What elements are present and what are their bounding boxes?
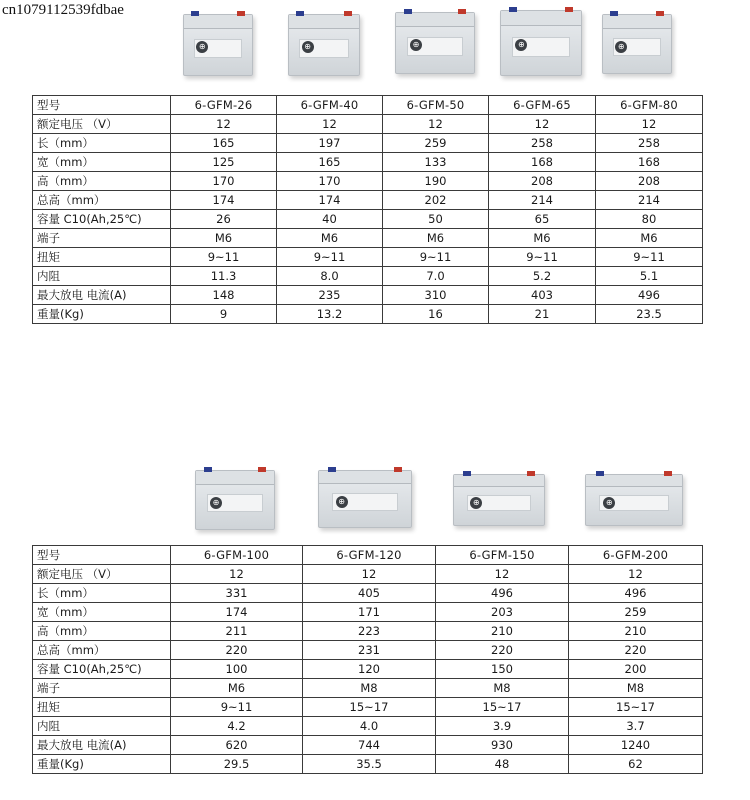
table-row [33,115,703,134]
value-cell: 4.2 [171,717,303,736]
value-cell: 15~17 [303,698,436,717]
table-row [33,717,703,736]
value-cell: 258 [596,134,703,153]
spec-table-1 [32,95,703,324]
value-cell: 21 [489,305,596,324]
value-cell: 5.2 [489,267,596,286]
parameter-name-cell: 内阻 [33,717,171,736]
parameter-name-cell: 宽（mm） [33,153,171,172]
battery-image: ⊕ [453,474,545,526]
value-cell: 259 [383,134,489,153]
battery-image: ⊕ [195,470,275,530]
table-row [33,603,703,622]
value-cell: 1240 [569,736,703,755]
table-row [33,305,703,324]
parameter-name-cell: 重量(Kg) [33,305,171,324]
value-cell: 214 [489,191,596,210]
value-cell: 9~11 [171,698,303,717]
value-cell: 190 [383,172,489,191]
value-cell: 168 [596,153,703,172]
table-row [33,286,703,305]
value-cell: 174 [171,191,277,210]
table-row [33,267,703,286]
value-cell: 208 [489,172,596,191]
value-cell: 174 [277,191,383,210]
value-cell: 496 [436,584,569,603]
value-cell: 9~11 [596,248,703,267]
parameter-name-cell: 总高（mm） [33,191,171,210]
battery-image: ⊕ [183,14,253,76]
table-row [33,229,703,248]
model-name-cell: 6-GFM-80 [596,96,703,115]
value-cell: 174 [171,603,303,622]
value-cell: 235 [277,286,383,305]
table-header-row [33,96,703,115]
value-cell: 12 [383,115,489,134]
model-name-cell: 6-GFM-100 [171,546,303,565]
value-cell: 12 [171,115,277,134]
table-row [33,755,703,774]
battery-image: ⊕ [500,10,582,76]
value-cell: 231 [303,641,436,660]
parameter-name-cell: 内阻 [33,267,171,286]
value-cell: 9~11 [277,248,383,267]
value-cell: 15~17 [436,698,569,717]
value-cell: M6 [171,679,303,698]
model-label-cell: 型号 [33,96,171,115]
parameter-name-cell: 容量 C10(Ah,25℃) [33,660,171,679]
value-cell: 12 [171,565,303,584]
value-cell: 405 [303,584,436,603]
table-row [33,679,703,698]
parameter-name-cell: 长（mm） [33,584,171,603]
value-cell: M6 [596,229,703,248]
model-label-cell: 型号 [33,546,171,565]
value-cell: 310 [383,286,489,305]
value-cell: M6 [171,229,277,248]
value-cell: 620 [171,736,303,755]
value-cell: 148 [171,286,277,305]
value-cell: 331 [171,584,303,603]
table-header-row [33,546,703,565]
value-cell: 120 [303,660,436,679]
value-cell: 3.7 [569,717,703,736]
table-row [33,641,703,660]
value-cell: 3.9 [436,717,569,736]
value-cell: 125 [171,153,277,172]
value-cell: 496 [569,584,703,603]
value-cell: 208 [596,172,703,191]
parameter-name-cell: 扭矩 [33,698,171,717]
battery-image: ⊕ [395,12,475,74]
parameter-name-cell: 总高（mm） [33,641,171,660]
value-cell: 200 [569,660,703,679]
table-row [33,565,703,584]
parameter-name-cell: 最大放电 电流(A) [33,736,171,755]
table-row [33,698,703,717]
model-name-cell: 6-GFM-200 [569,546,703,565]
value-cell: 211 [171,622,303,641]
value-cell: 29.5 [171,755,303,774]
table-row [33,248,703,267]
value-cell: 9~11 [489,248,596,267]
spec-table-2 [32,545,703,774]
value-cell: 7.0 [383,267,489,286]
value-cell: 16 [383,305,489,324]
table-row [33,172,703,191]
value-cell: 48 [436,755,569,774]
table-row [33,622,703,641]
value-cell: 50 [383,210,489,229]
parameter-name-cell: 最大放电 电流(A) [33,286,171,305]
value-cell: 171 [303,603,436,622]
watermark-text: cn1079112539fdbae [2,2,124,18]
value-cell: M6 [489,229,596,248]
value-cell: M6 [277,229,383,248]
model-name-cell: 6-GFM-65 [489,96,596,115]
value-cell: 15~17 [569,698,703,717]
table-row [33,660,703,679]
value-cell: 210 [569,622,703,641]
value-cell: 170 [171,172,277,191]
parameter-name-cell: 扭矩 [33,248,171,267]
table-row [33,191,703,210]
parameter-name-cell: 容量 C10(Ah,25℃) [33,210,171,229]
value-cell: 170 [277,172,383,191]
value-cell: 214 [596,191,703,210]
value-cell: 35.5 [303,755,436,774]
value-cell: 197 [277,134,383,153]
table-row [33,584,703,603]
value-cell: 9~11 [171,248,277,267]
value-cell: 930 [436,736,569,755]
value-cell: 220 [569,641,703,660]
parameter-name-cell: 长（mm） [33,134,171,153]
model-name-cell: 6-GFM-150 [436,546,569,565]
value-cell: 133 [383,153,489,172]
table-row [33,210,703,229]
parameter-name-cell: 高（mm） [33,622,171,641]
table-row [33,153,703,172]
value-cell: 403 [489,286,596,305]
value-cell: 5.1 [596,267,703,286]
value-cell: 13.2 [277,305,383,324]
value-cell: M8 [303,679,436,698]
value-cell: 744 [303,736,436,755]
value-cell: 12 [596,115,703,134]
model-name-cell: 6-GFM-120 [303,546,436,565]
value-cell: 220 [171,641,303,660]
table-row [33,736,703,755]
value-cell: M8 [436,679,569,698]
value-cell: M8 [569,679,703,698]
value-cell: 12 [277,115,383,134]
value-cell: 11.3 [171,267,277,286]
value-cell: 12 [489,115,596,134]
value-cell: 165 [171,134,277,153]
parameter-name-cell: 额定电压 （V） [33,565,171,584]
value-cell: 223 [303,622,436,641]
value-cell: 40 [277,210,383,229]
value-cell: 210 [436,622,569,641]
parameter-name-cell: 端子 [33,679,171,698]
model-name-cell: 6-GFM-26 [171,96,277,115]
value-cell: 258 [489,134,596,153]
value-cell: 9~11 [383,248,489,267]
value-cell: 220 [436,641,569,660]
value-cell: 65 [489,210,596,229]
value-cell: 168 [489,153,596,172]
battery-image: ⊕ [585,474,683,526]
parameter-name-cell: 宽（mm） [33,603,171,622]
value-cell: 496 [596,286,703,305]
value-cell: 8.0 [277,267,383,286]
value-cell: 150 [436,660,569,679]
parameter-name-cell: 高（mm） [33,172,171,191]
parameter-name-cell: 端子 [33,229,171,248]
value-cell: 203 [436,603,569,622]
value-cell: 62 [569,755,703,774]
value-cell: 4.0 [303,717,436,736]
parameter-name-cell: 额定电压 （V） [33,115,171,134]
value-cell: 259 [569,603,703,622]
battery-image: ⊕ [318,470,412,528]
value-cell: 202 [383,191,489,210]
value-cell: 12 [569,565,703,584]
parameter-name-cell: 重量(Kg) [33,755,171,774]
value-cell: 80 [596,210,703,229]
model-name-cell: 6-GFM-50 [383,96,489,115]
value-cell: 12 [436,565,569,584]
value-cell: M6 [383,229,489,248]
value-cell: 165 [277,153,383,172]
value-cell: 100 [171,660,303,679]
battery-image: ⊕ [602,14,672,74]
value-cell: 23.5 [596,305,703,324]
value-cell: 26 [171,210,277,229]
model-name-cell: 6-GFM-40 [277,96,383,115]
value-cell: 9 [171,305,277,324]
value-cell: 12 [303,565,436,584]
table-row [33,134,703,153]
battery-image: ⊕ [288,14,360,76]
